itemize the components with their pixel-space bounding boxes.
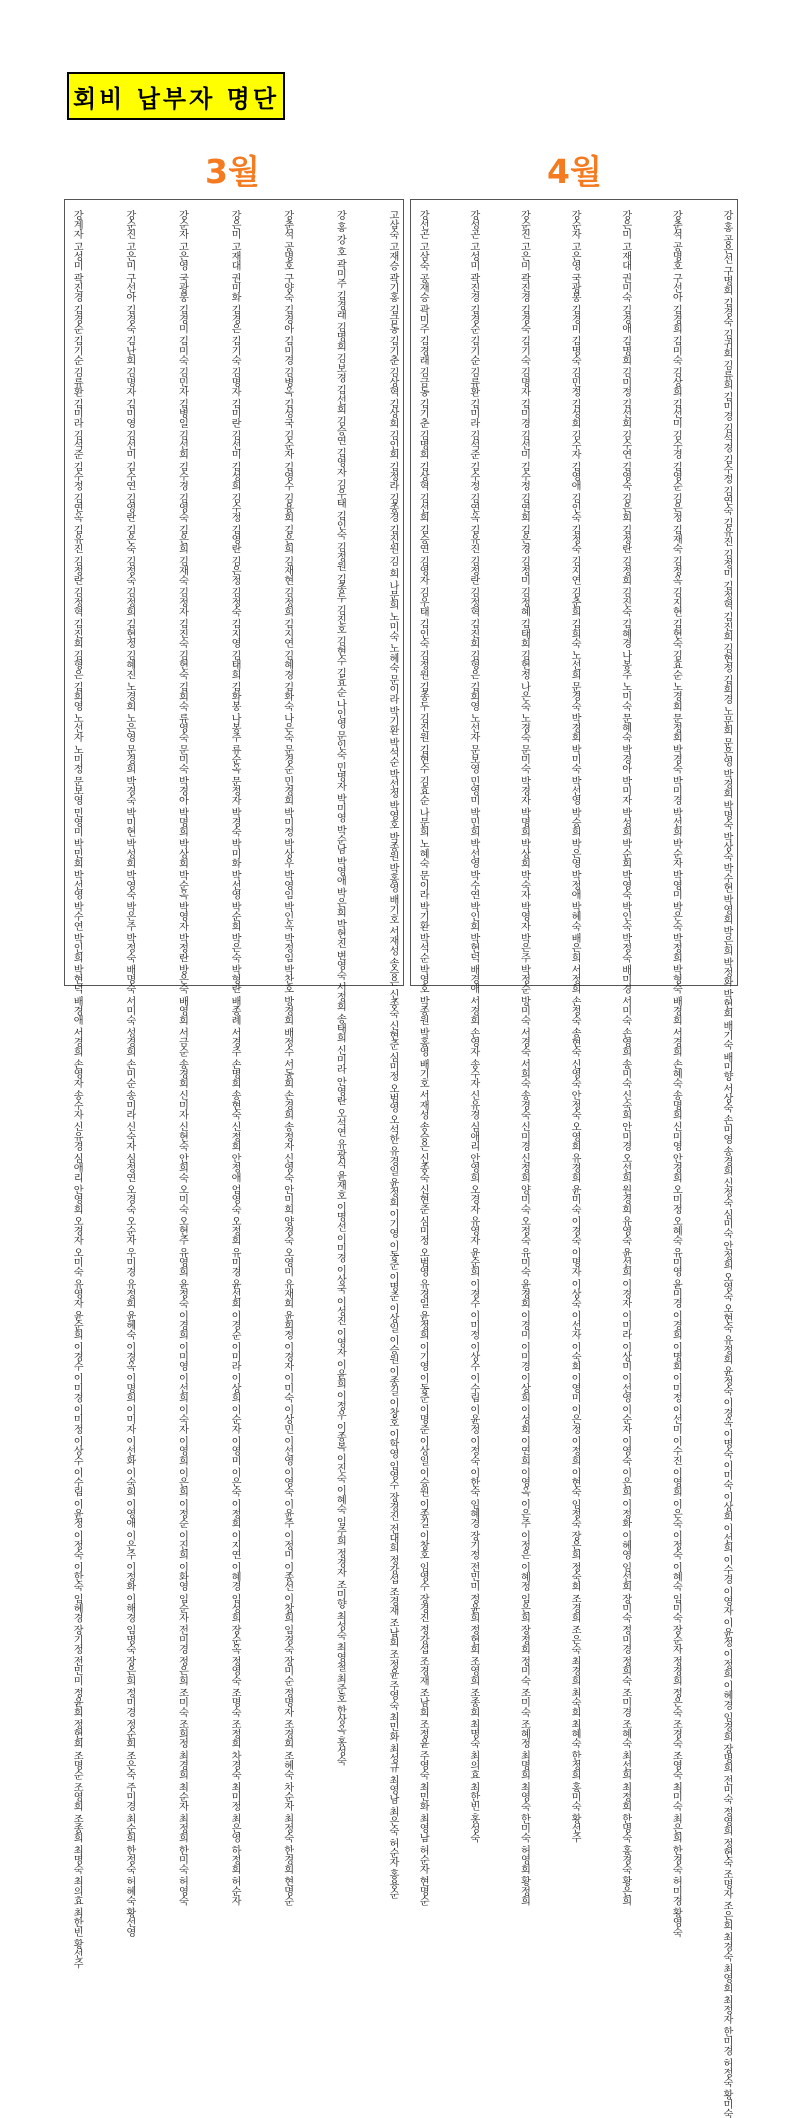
april-heading: 4월 [547,152,602,191]
page-title: 회비 납부자 명단 [67,72,285,120]
name-column: 강선곤 고삼숙 공재승 곽미주 김경래 김금동 김기춘 김명희 김상혁 김선희 김승연 김영자 김우태 김인숙 김정원 김종두 김진원 김현수 김효순 나문희 노혜숙 문이라 박기환 박석순 박영호 박종원 박홍영 배기호 서재성 송승은 신종숙 신현준 심미정 오범영 유경일 윤정희 이기영 이동준 이명준 이상일 이승원 이종길 이창호 임영수 장경진 정강섭 조경재 조남희 조정윤 주영숙 최민화 최영남 허순자 현명순 [417,210,429,1906]
name-column: 강계자 고성미 곽진경 김경순 김기순 김류환 김미라 김석준 김수정 김연옥 김유진 김정란 김정혁 김진희 김형은 김희영 노선자 노미정 문보영 민영미 박민희 박선영 박수연 박인희 박현덕 배경애 서경희 손영자 송수자 신유경 심애리 안영희 오경자 오미숙 유영자 윤순희 이경수 이미경 이미정 이상수 이수림 이윤정 이정숙 이한숙 임혜경 장기정 전민미 정윤희 정현희 조명순 조영희 조종희 최명숙 최의효 최한빈 황선주 [71,210,83,1968]
name-column: 강순진 고은미 곽진경 김경숙 김기숙 김명자 김미경 김선미 김수정 김연희 김은경 김정미 김정혜 김태희 김현정 나은숙 노경숙 문미숙 박경자 박명희 박상희 박숙자 박영자 박은주 박정순 방미숙 서경숙 서희숙 송경숙 신미경 신정희 양미숙 오정숙 유미숙 윤경희 이경미 이미경 이상희 이성희 이연희 이영옥 이은주 이정은 이혜정 임은희 장정희 정미숙 조미숙 조혜정 최명희 최영숙 한미숙 허영희 황정희 [518,210,530,1906]
name-column: 강춘석 공명호 구양숙 김경아 김미경 김병옥 김성국 김순자 김영수 김용희 김은희 김재현 김정희 김지연 김혜경 김화숙 나은숙 문경순 민경희 박미정 박상우 박영임 박인옥 박정임 박찬호 방경희 배정수 서동희 손경희 송정자 신영숙 안미희 양경숙 오영미 유재희 윤희정 이경자 이미숙 이상민 이선영 이영숙 이윤주 이정미 이종선 이창희 임경숙 장미순 정명자 조경희 조혜숙 차순자 최정숙 한경희 현명순 [281,210,293,1906]
name-column: 강성곤 고성미 곽진경 김경순 김기순 김류환 김미라 김석준 김수정 김연옥 김유진 김정란 김정혁 김진희 김형은 김희영 노선자 문보영 민영미 박민희 박선영 박수연 박인희 박현덕 배경애 서경희 손영자 송수자 신유경 심애리 안영희 오경자 유영자 윤순희 이경수 이미정 이상수 이수림 이윤정 이정숙 이한숙 임혜경 장기정 전민미 정윤희 정현희 조영희 조종희 최명숙 최의효 최한빈 홍성숙 [467,210,479,1843]
name-column: 강 홍 공은선 구명희 김경숙 김귀희 김류희 김미경 김석경 김수정 김연숙 김유진 김정미 김정혁 김진희 김현정 김희경 노문희 문은영 박경희 박명숙 박상숙 박수현 박영희 박은희 박정화 박현희 배기숙 배미향 서상숙 손미영 송경희 신정숙 심미숙 안정희 오영숙 오현숙 유정희 윤정숙 이경옥 이명숙 이미숙 이상희 이선희 이수경 이영자 이윤정 이정희 이혜경 임경희 장명희 전미숙 정영희 정현숙 조명자 조은희 최경숙 최영희 최정자 한미경 허정숙 황미숙 [720,210,732,2118]
name-column: 고삼숙 고재승 곽기홍 김금동 김기춘 김상혁 김상희 김인희 김정라 김종경 김진원 김 희 나문희 노미숙 노혜숙 문이라 박기환 박석순 박선정 박영호 박종원 박홍영 배기호 서재성 송승은 신종숙 신현준 심미정 오범영 오석한 유경일 윤정희 이기영 이동준 이명준 이상일 이승원 이종길 이창호 이학영 임영수 장경진 전대희 정강섭 조경재 조남희 조정윤 주영숙 최민화 최성규 최영남 최은숙 허순자 홍용순 [386,210,398,1899]
name-column: 강순진 고은미 구선아 김경숙 김난희 김명자 김미영 김선미 김수연 김영란 김은숙 김정숙 김정희 김현정 김혜진 노경희 노은영 문경희 박경숙 박미현 박성희 박영숙 박은주 박정숙 배명숙 서미숙 성경희 손미순 송미라 신숙자 심정연 오경숙 오순자 우미경 유정희 윤혜숙 이경옥 이명희 이미자 이선화 이숙희 이영애 이은주 이정화 이해경 임명숙 장은희 정미경 정순희 조은숙 주미경 최순희 한정숙 허혜숙 황선영 [123,210,135,1937]
march-name-list [64,199,404,1968]
name-column: 강은미 고재대 권미숙 김경애 김명희 김미정 김선희 김수연 김영숙 김은희 김정란 김정희 김진숙 김혜경 나봉주 노미숙 문혜숙 박경아 박미자 박성희 박순희 박영숙 박인숙 박정숙 배미경 서미숙 손영희 송미숙 신숙희 안미경 오선희 원경희 유영숙 윤선희 이경자 이미라 이상미 이선영 이순자 이영숙 이은희 이정화 이혜영 임선희 장미숙 정미경 정희숙 조미경 조혜숙 최선희 최정희 한명숙 홍경숙 황은희 [619,210,631,1906]
name-column: 강순자 고은영 국광봉 김경미 김미숙 김민자 김병일 김선희 김수경 김영숙 김은희 김재숙 김정자 김진숙 김현숙 김희숙 류영숙 문미숙 박경아 박명희 박상희 박순옥 박영자 박정란 방은숙 배영희 서금순 송경희 신미자 신현숙 안희숙 오미숙 오현주 유영희 윤정숙 이경희 이미영 이선희 이숙자 이영희 이은희 이정순 이진희 이화영 임순자 전미경 정은희 조미숙 조희정 최경희 최순자 최정희 한미숙 허영숙 [176,210,188,1906]
april-name-list [410,199,738,2118]
name-column: 강춘석 공명호 구선아 김경희 김미숙 김상희 김선미 김수경 김영순 김은정 김재숙 김정옥 김지현 김현숙 김효순 노경희 문정희 박경숙 박미경 박선희 박순자 박영미 박은숙 박정희 박형숙 배경희 서경희 손혜숙 송명희 신미영 안경희 오미정 오혜숙 유미영 윤미경 이경희 이명희 이미정 이선미 이수진 이영희 이은숙 이정숙 이혜숙 임미숙 장순자 정경희 정은숙 조경숙 조영숙 최미숙 최은희 한경숙 허미경 황영숙 [670,210,682,1937]
name-column: 강순자 고은영 국광봉 김경미 김명숙 김민정 김성희 김수자 김영애 김인숙 김정숙 김지연 김춘희 김희숙 노선희 문경숙 박경희 박미숙 박선영 박승희 박은영 박정애 박혜숙 배은희 서정희 손정숙 송현숙 신영숙 안정숙 오영희 유경희 윤미숙 이경숙 이명자 이상숙 이선자 이숙희 이영미 이은정 이정희 이현숙 임정숙 장은희 정숙희 조경희 조은숙 최경희 최숙희 최혜숙 한정희 홍미숙 황선주 [569,210,581,1843]
march-heading: 3월 [205,152,260,191]
name-column: 강은미 고재대 권미화 김경은 김기숙 김명자 김미란 김선미 김성희 김수정 김영란 김은정 김정숙 김지영 김태희 김화봉 나봉주 류순옥 문정자 박경숙 박미화 박선영 박순희 박은숙 박형란 배종례 서경주 손명희 송현숙 신정희 안정애 엄영숙 오정희 유미경 윤선희 이경순 이미라 이상희 이순자 이영미 이은숙 이정희 이지연 이혜경 임성희 장순옥 정영숙 조명숙 조정희 차경숙 최미정 최은영 하정희 허순자 [229,210,241,1906]
name-column: 강 홍 강 호 곽미주 김경래 김명희 김보경 김선희 김승연 김영자 김우태 김인숙 김정원 김종두 김진호 김현수 김효순 나인영 문인숙 민명자 박미영 박순남 박영애 박은희 박현진 변영숙 서정희 송태희 신미라 안영란 오석연 유광식 윤재호 이명선 이미경 이상국 이성진 이영자 이윤희 이정우 이종복 이진숙 이혜숙 임주희 정경자 조미향 최성숙 최영철 최준호 한상옥 홍성숙 [334,210,346,1766]
